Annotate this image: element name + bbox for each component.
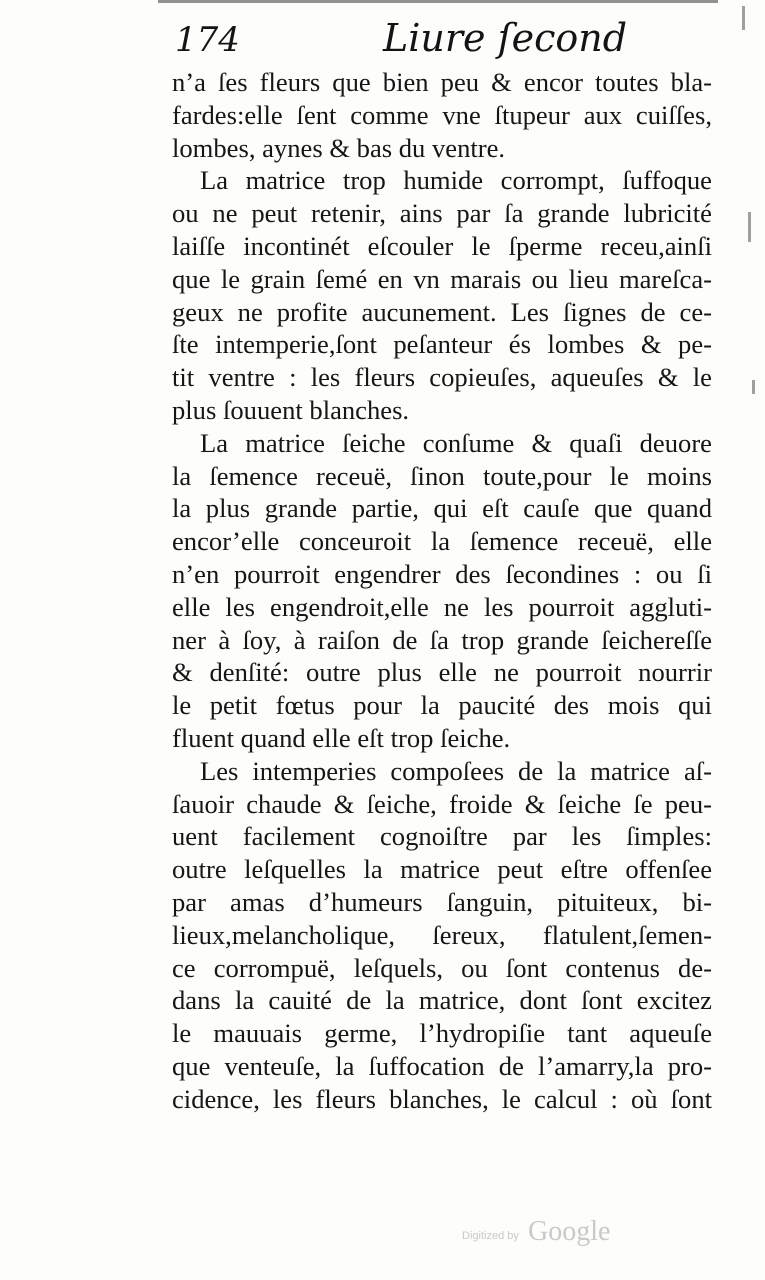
text-line: le petit fœtus pour la paucité des mois qui: [172, 690, 712, 721]
text-line: n’en pourroit engendrer des ſecondines : ou ſi: [172, 558, 712, 589]
paragraph: [172, 164, 712, 426]
text-line: La matrice ſeiche conſume & quaſi deuore: [200, 427, 712, 458]
running-title: Liure ſecond: [383, 16, 628, 60]
text-line: & denſité: outre plus elle ne pourroit nourrir: [172, 657, 712, 688]
running-header: [175, 16, 715, 62]
text-line: fluent quand elle eſt trop ſeiche.: [172, 722, 511, 753]
paragraph: [172, 427, 712, 755]
text-line: ſauoir chaude & ſeiche, froide & ſeiche ſe peu-: [172, 788, 712, 819]
text-line: ce corrompuë, leſquels, ou ſont contenus de-: [172, 952, 712, 983]
text-line: la ſemence receuë, ſinon toute,pour le moins: [172, 460, 712, 491]
top-edge-shadow: [158, 0, 718, 3]
text-line: par amas d’humeurs ſanguin, pituiteux, bi-: [172, 886, 712, 917]
text-line: ou ne peut retenir, ains par ſa grande lubricité: [172, 198, 712, 229]
text-line: tit ventre : les fleurs copieuſes, aqueuſes & le: [172, 362, 712, 393]
paragraph: [172, 66, 712, 164]
text-line: lombes, aynes & bas du ventre.: [172, 132, 506, 163]
text-line: Les intemperies compoſees de la matrice aſ-: [200, 755, 712, 786]
gutter-mark: [742, 6, 745, 30]
watermark-prefix: Digitized by: [462, 1230, 519, 1242]
text-line: encor’elle conceuroit la ſemence receuë, elle: [172, 526, 712, 557]
text-line: ſte intemperie,ſont peſanteur és lombes & pe-: [172, 329, 712, 360]
text-line: fardes:elle ſent comme vne ſtupeur aux cuiſſes,: [172, 99, 712, 130]
text-line: que venteuſe, la ſuffocation de l’amarry,la pro-: [172, 1050, 712, 1081]
text-line: dans la cauité de la matrice, dont ſont excitez: [172, 985, 712, 1016]
text-line: La matrice trop humide corrompt, ſuffoque: [200, 165, 712, 196]
text-line: geux ne profite aucunement. Les ſignes de ce-: [172, 296, 712, 327]
digitized-watermark: [462, 1216, 632, 1256]
text-line: elle les engendroit,elle ne les pourroit aggluti-: [172, 591, 712, 622]
body-text: [172, 66, 712, 1116]
text-line: ner à ſoy, à raiſon de ſa trop grande ſeichereſſe: [172, 624, 712, 655]
text-line: n’a ſes fleurs que bien peu & encor toutes bla-: [172, 67, 712, 97]
paragraph: [172, 755, 712, 1116]
google-logo: Google: [528, 1216, 611, 1247]
text-line: lieux,melancholique, ſereux, flatulent,ſemen-: [172, 919, 712, 950]
text-line: la plus grande partie, qui eſt cauſe que quand: [172, 493, 712, 524]
page-number: 174: [175, 20, 240, 60]
text-line: outre leſquelles la matrice peut eſtre offenſee: [172, 854, 712, 885]
text-line: uent facilement cognoiſtre par les ſimples:: [172, 821, 712, 852]
text-line: cidence, les fleurs blanches, le calcul : où ſont: [172, 1083, 712, 1114]
text-line: laiſſe incontinét eſcouler le ſperme receu,ainſi: [172, 230, 712, 261]
gutter-mark: [748, 212, 751, 242]
text-line: le mauuais germe, l’hydropiſie tant aqueuſe: [172, 1018, 712, 1049]
text-line: plus ſouuent blanches.: [172, 394, 410, 425]
text-line: que le grain ſemé en vn marais ou lieu mareſca-: [172, 263, 712, 294]
gutter-mark: [752, 380, 755, 394]
